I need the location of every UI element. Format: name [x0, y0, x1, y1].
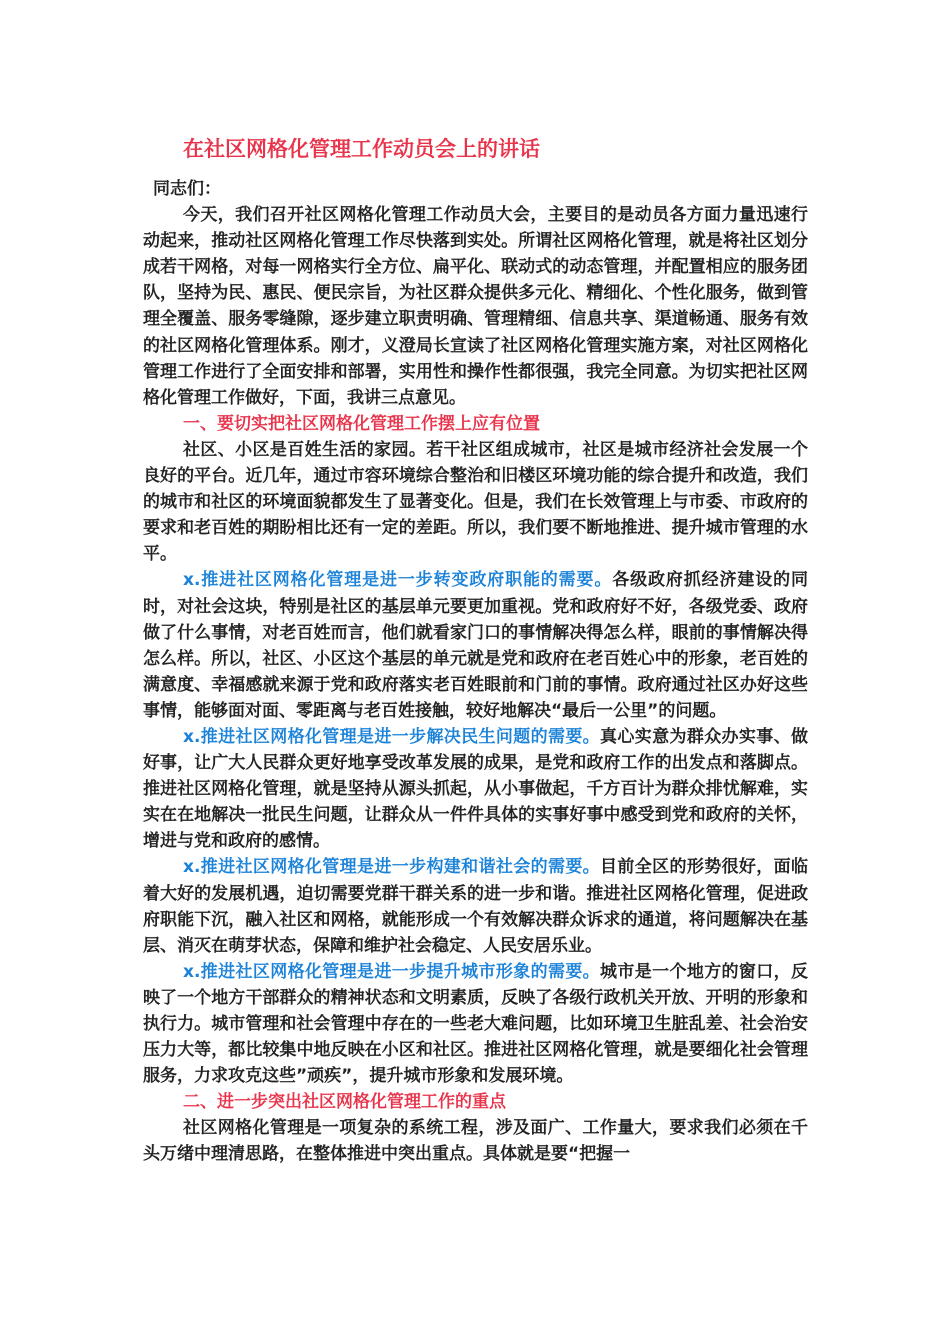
document-content — [143, 132, 808, 1168]
point-2-paragraph — [143, 724, 808, 854]
point-2-lead: x.推进社区网格化管理是进一步解决民生问题的需要。 — [183, 726, 601, 747]
point-1-body: 各级政府抓经济建设的同时，对社会这块，特别是社区的基层单元要更加重视。党和政府好不好，各级党委、政府做了什么事情，对老百姓而言，他们就看家门口的事情解决得怎么样，眼前的事情解决得怎么样。所以，社区、小区这个基层的单元就是党和政府在老百姓心中的形象，老百姓的满意度、幸福感就来源于党和政府落实老百姓眼前和门前的事情。政府通过社区办好这些事情，能够面对面、零距离与老百姓接触，较好地解决“最后一公里”的问题。 — [143, 570, 808, 721]
section-heading-1: 一、要切实把社区网格化管理工作摆上应有位置 — [183, 413, 540, 434]
point-2-body: 真心实意为群众办实事、做好事，让广大人民群众更好地享受改革发展的成果，是党和政府工作的出发点和落脚点。推进社区网格化管理，就是坚持从源头抓起，从小事做起，千方百计为群众排忧解难，实实在在地解决一批民生问题，让群众从一件件具体的实事好事中感受到党和政府的关怀，增进与党和政府的感情。 — [143, 726, 808, 852]
point-1-paragraph — [143, 567, 808, 724]
point-3-lead: x.推进社区网格化管理是进一步构建和谐社会的需要。 — [183, 857, 601, 878]
point-3-paragraph — [143, 854, 808, 958]
section-2-paragraph: 社区网格化管理是一项复杂的系统工程，涉及面广、工作量大，要求我们必须在千头万绪中理清思路，在整体推进中突出重点。具体就是要“把握一 — [143, 1118, 808, 1165]
point-4-lead: x.推进社区网格化管理是进一步提升城市形象的需要。 — [183, 961, 601, 982]
point-4-body: 城市是一个地方的窗口，反映了一个地方干部群众的精神状态和文明素质，反映了各级行政机关开放、开明的形象和执行力。城市管理和社会管理中存在的一些老大难问题，比如环境卫生脏乱差、社会治安压力大等，都比较集中地反映在小区和社区。推进社区网格化管理，就是要细化社会管理服务，力求攻克这些”顽疾”，提升城市形象和发展环境。 — [143, 961, 808, 1087]
salutation: 同志们： — [153, 179, 221, 199]
point-4-paragraph — [143, 959, 808, 1089]
section-1-paragraph: 社区、小区是百姓生活的家园。若干社区组成城市，社区是城市经济社会发展一个良好的平台。近几年，通过市容环境综合整治和旧楼区环境功能的综合提升和改造，我们的城市和社区的环境面貌都发生了显著变化。但是，我们在长效管理上与市委、市政府的要求和老百姓的期盼相比还有一定的差距。所以，我们要不断地推进、提升城市管理的水平。 — [143, 439, 808, 565]
document-title: 在社区网格化管理工作动员会上的讲话 — [183, 137, 540, 161]
point-3-body: 目前全区的形势很好，面临着大好的发展机遇，迫切需要党群干群关系的进一步和谐。推进社区网格化管理，促进政府职能下沉，融入社区和网格，就能形成一个有效解决群众诉求的通道，将问题解决在基层、消灭在萌芽状态，保障和维护社会稳定、人民安居乐业。 — [143, 857, 808, 956]
point-1-lead: x.推进社区网格化管理是进一步转变政府职能的需要。 — [183, 570, 613, 591]
section-heading-2: 二、进一步突出社区网格化管理工作的重点 — [183, 1092, 506, 1113]
intro-paragraph: 今天，我们召开社区网格化管理工作动员大会，主要目的是动员各方面力量迅速行动起来，推动社区网格化管理工作尽快落到实处。所谓社区网格化管理，就是将社区划分成若干网格，对每一网格实行全方位、扁平化、联动式的动态管理，并配置相应的服务团队，坚持为民、惠民、便民宗旨，为社区群众提供多元化、精细化、个性化服务，做到管理全覆盖、服务零缝隙，逐步建立职责明确、管理精细、信息共享、渠道畅通、服务有效的社区网格化管理体系。刚才，义澄局长宣读了社区网格化管理实施方案，对社区网格化管理工作进行了全面安排和部署，实用性和操作性都很强，我完全同意。为切实把社区网格化管理工作做好，下面，我讲三点意见。 — [143, 205, 808, 408]
